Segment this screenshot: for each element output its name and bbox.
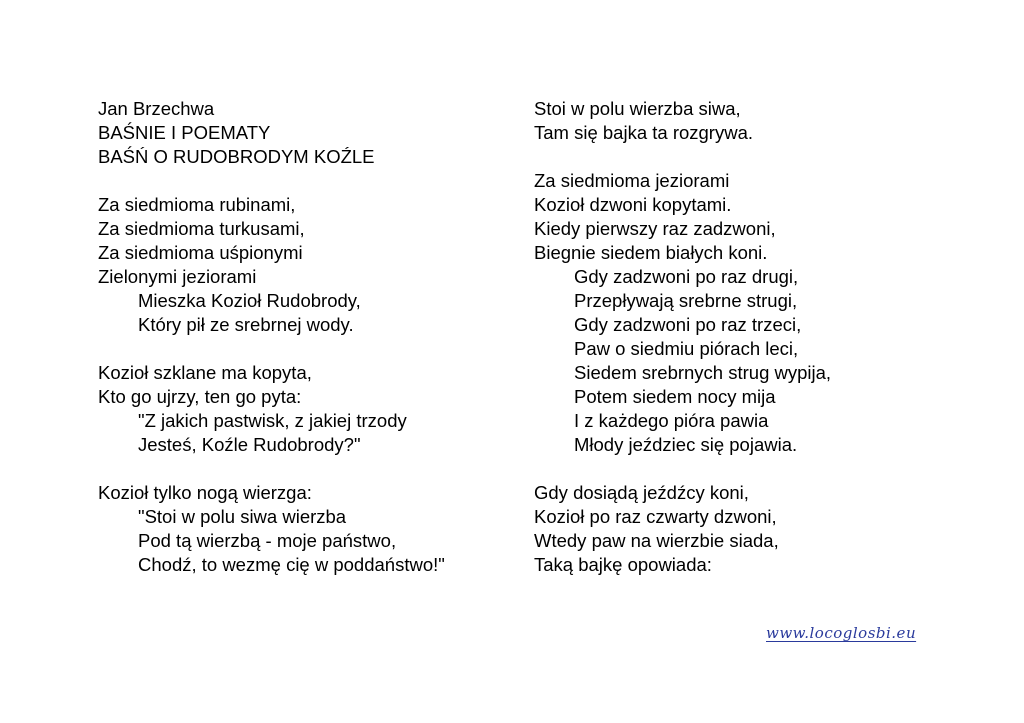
poem-line: Chodź, to wezmę cię w poddaństwo!" xyxy=(138,554,445,575)
author-name: Jan Brzechwa xyxy=(98,98,215,119)
left-stanzas xyxy=(98,193,518,577)
poem-line: I z każdego pióra pawia xyxy=(574,410,769,431)
poem-line: "Stoi w polu siwa wierzba xyxy=(138,506,347,527)
poem-line: Stoi w polu wierzba siwa, xyxy=(534,98,741,119)
poem-line: Gdy zadzwoni po raz drugi, xyxy=(574,266,799,287)
poem-line: Jesteś, Koźle Rudobrody?" xyxy=(138,434,361,455)
stanza xyxy=(98,361,518,457)
poem-line: Kozioł tylko nogą wierzga: xyxy=(98,482,312,503)
poem-line: Młody jeździec się pojawia. xyxy=(574,434,798,455)
stanza-gap xyxy=(98,457,518,481)
poem-line: Mieszka Kozioł Rudobrody, xyxy=(138,290,361,311)
poem-line: Kozioł szklane ma kopyta, xyxy=(98,362,312,383)
stanza-gap xyxy=(98,169,518,193)
poem-line: Tam się bajka ta rozgrywa. xyxy=(534,122,754,143)
poem-line: Pod tą wierzbą - moje państwo, xyxy=(138,530,397,551)
stanza-gap xyxy=(98,337,518,361)
stanza-gap xyxy=(534,457,954,481)
poem-line: Kto go ujrzy, ten go pyta: xyxy=(98,386,302,407)
collection-title: BAŚNIE I POEMATY xyxy=(98,122,271,143)
poem-line: Kozioł dzwoni kopytami. xyxy=(534,194,732,215)
poem-line: Za siedmioma jeziorami xyxy=(534,170,730,191)
poem-line: Przepływają srebrne strugi, xyxy=(574,290,798,311)
website-link[interactable]: www.locoglosbi.eu xyxy=(766,624,917,642)
poem-line: Który pił ze srebrnej wody. xyxy=(138,314,354,335)
right-stanzas xyxy=(534,97,954,577)
stanza-gap xyxy=(534,145,954,169)
poem-title: BAŚŃ O RUDOBRODYM KOŹLE xyxy=(98,146,375,167)
stanza xyxy=(98,481,518,577)
poem-line: Paw o siedmiu piórach leci, xyxy=(574,338,799,359)
poem-line: Za siedmioma rubinami, xyxy=(98,194,296,215)
poem-line: "Z jakich pastwisk, z jakiej trzody xyxy=(138,410,407,431)
poem-line: Zielonymi jeziorami xyxy=(98,266,257,287)
stanza xyxy=(534,169,954,457)
poem-line: Wtedy paw na wierzbie siada, xyxy=(534,530,779,551)
stanza xyxy=(534,481,954,577)
stanza xyxy=(98,193,518,337)
poem-line: Biegnie siedem białych koni. xyxy=(534,242,768,263)
poem-line: Gdy dosiądą jeźdźcy koni, xyxy=(534,482,749,503)
right-column xyxy=(534,97,954,577)
left-column xyxy=(98,97,518,577)
poem-line: Potem siedem nocy mija xyxy=(574,386,776,407)
poem-line: Kiedy pierwszy raz zadzwoni, xyxy=(534,218,776,239)
poem-line: Kozioł po raz czwarty dzwoni, xyxy=(534,506,777,527)
poem-line: Taką bajkę opowiada: xyxy=(534,554,712,575)
poem-line: Za siedmioma turkusami, xyxy=(98,218,305,239)
poem-line: Gdy zadzwoni po raz trzeci, xyxy=(574,314,802,335)
poem-line: Siedem srebrnych strug wypija, xyxy=(574,362,832,383)
stanza xyxy=(534,97,954,145)
poem-line: Za siedmioma uśpionymi xyxy=(98,242,303,263)
